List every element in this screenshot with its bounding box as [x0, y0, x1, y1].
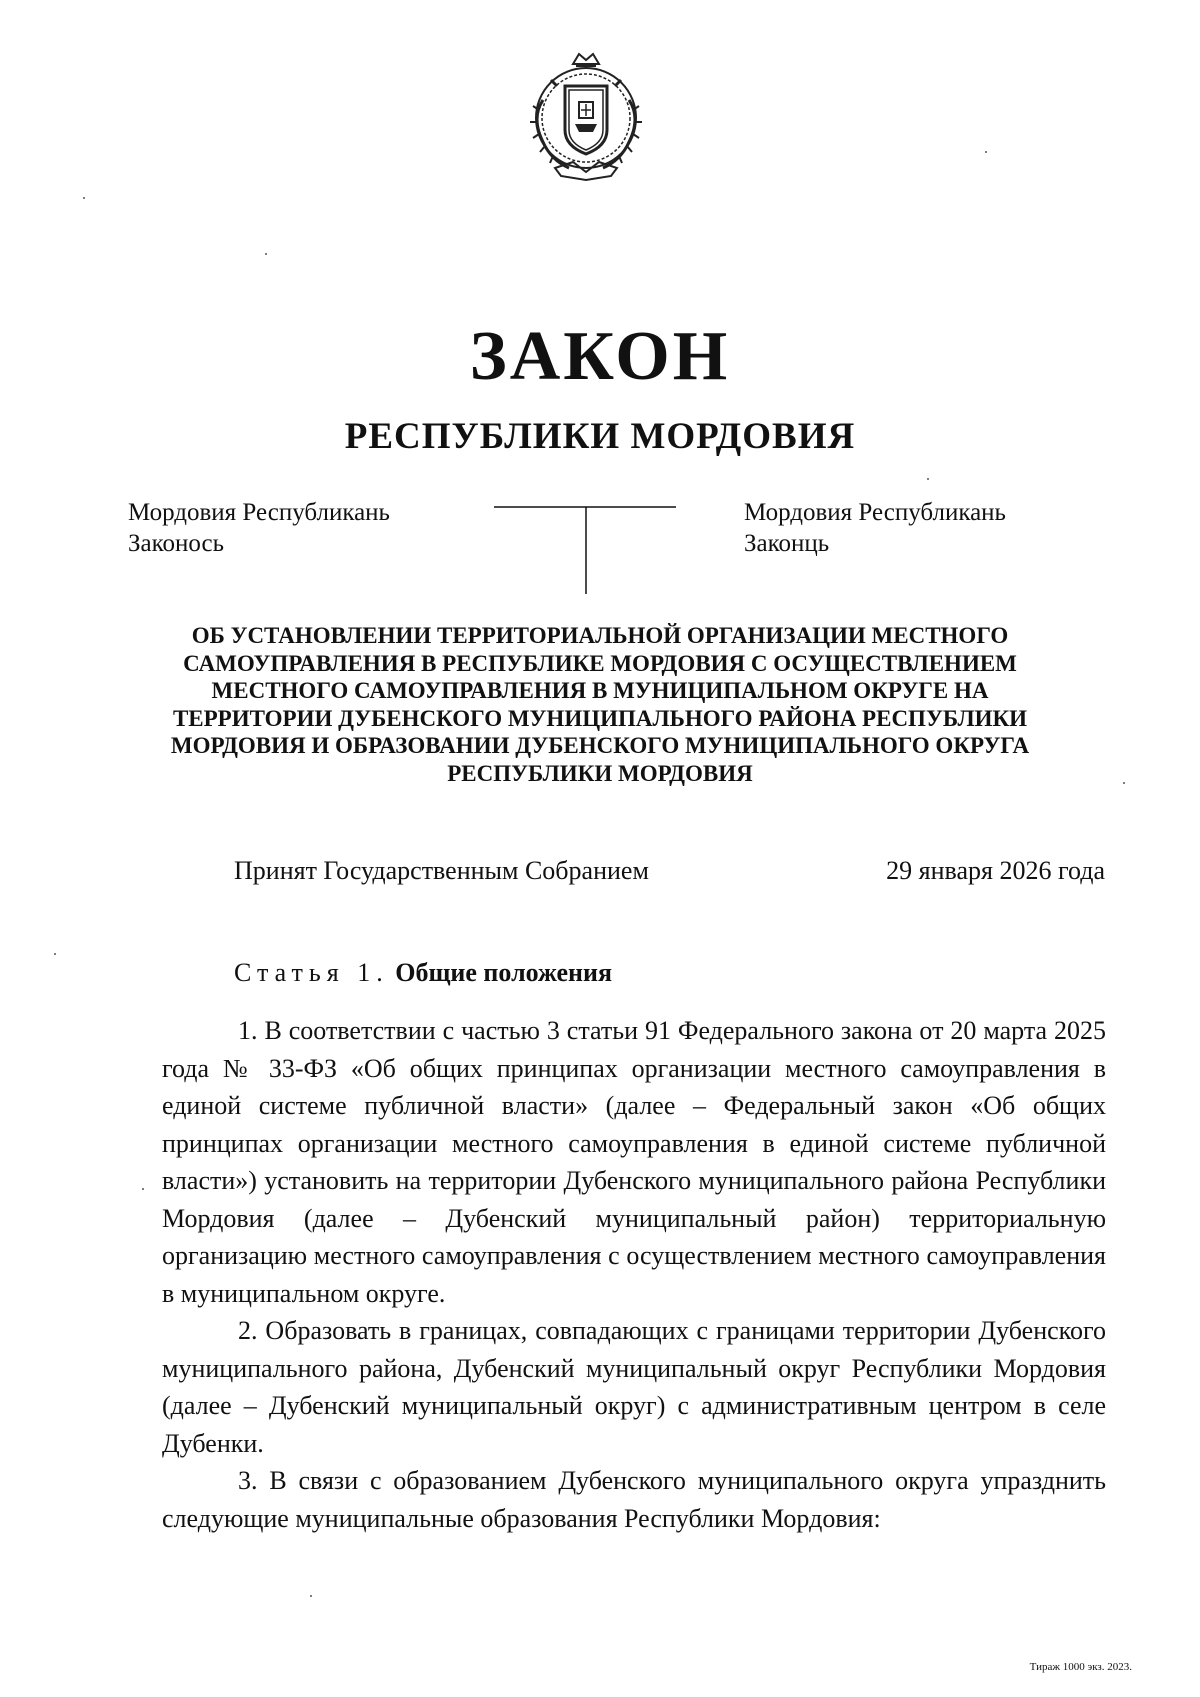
law-title [150, 622, 1050, 787]
scan-speck [265, 253, 267, 255]
left-caption [128, 497, 390, 559]
scan-speck [83, 197, 85, 199]
paragraph: 1. В соответствии с частью 3 статьи 91 Федерального закона от 20 марта 2025 года № 33-ФЗ «Об общих принципах организации местного самоуправления в единой системе публичной власти» (далее – Федеральный закон «Об общих принципах организации местного самоуправления в единой системе публичной власти») установить на территории Дубенского муниципального района Республики Мордовия (далее – Дубенский муниципальный район) территориальную организацию местного самоуправления с осуществлением местного самоуправления в муниципальном округе. [162, 1016, 1106, 1308]
article-heading [234, 958, 612, 988]
left-caption-line: Мордовия Республикань [128, 499, 390, 526]
article-body [162, 1012, 1106, 1537]
adoption-date: 29 января 2026 года [886, 856, 1105, 885]
right-caption-line: Мордовия Республикань [744, 499, 1006, 526]
coat-of-arms-icon [521, 50, 651, 185]
scan-speck [142, 1188, 144, 1190]
scan-speck [985, 151, 987, 153]
right-caption [744, 497, 1006, 559]
right-caption-line: Законць [744, 530, 830, 557]
law-title-line: ОБ УСТАНОВЛЕНИИ ТЕРРИТОРИАЛЬНОЙ ОРГАНИЗАЦИИ МЕСТНОГО [191, 623, 1009, 648]
law-title-line: САМОУПРАВЛЕНИЯ В РЕСПУБЛИКЕ МОРДОВИЯ С ОСУЩЕСТВЛЕНИЕМ [183, 650, 1017, 676]
document-subtitle: РЕСПУБЛИКИ МОРДОВИЯ [344, 416, 856, 457]
adoption-label: Принят Государственным Собранием [234, 856, 649, 885]
law-title-line: МЕСТНОГО САМОУПРАВЛЕНИЯ В МУНИЦИПАЛЬНОМ ОКРУГЕ НА [211, 678, 989, 703]
scan-speck [310, 1595, 312, 1597]
document-title: ЗАКОН [469, 318, 731, 395]
article-title: Общие положения [395, 958, 613, 987]
scan-speck [54, 953, 56, 955]
number-date-divider [494, 506, 676, 594]
law-title-line: ТЕРРИТОРИИ ДУБЕНСКОГО МУНИЦИПАЛЬНОГО РАЙОНА РЕСПУБЛИКИ [172, 705, 1028, 731]
paragraph: 2. Образовать в границах, совпадающих с границами территории Дубенского муниципального района, Дубенский муниципальный округ Республики Мордовия (далее – Дубенский муниципальный округ) с административным центром в селе Дубенки. [162, 1316, 1106, 1458]
law-title-line: РЕСПУБЛИКИ МОРДОВИЯ [447, 760, 753, 786]
article-number: Статья 1. [234, 958, 389, 987]
print-run-note: Тираж 1000 экз. 2023. [1029, 1661, 1132, 1673]
law-title-line: МОРДОВИЯ И ОБРАЗОВАНИИ ДУБЕНСКОГО МУНИЦИПАЛЬНОГО ОКРУГА [170, 733, 1030, 758]
scan-speck [1123, 782, 1125, 784]
scan-speck [927, 478, 929, 480]
left-caption-line: Законось [128, 530, 224, 557]
paragraph: 3. В связи с образованием Дубенского муниципального округа упразднить следующие муниципальные образования Республики Мордовия: [162, 1466, 1106, 1533]
